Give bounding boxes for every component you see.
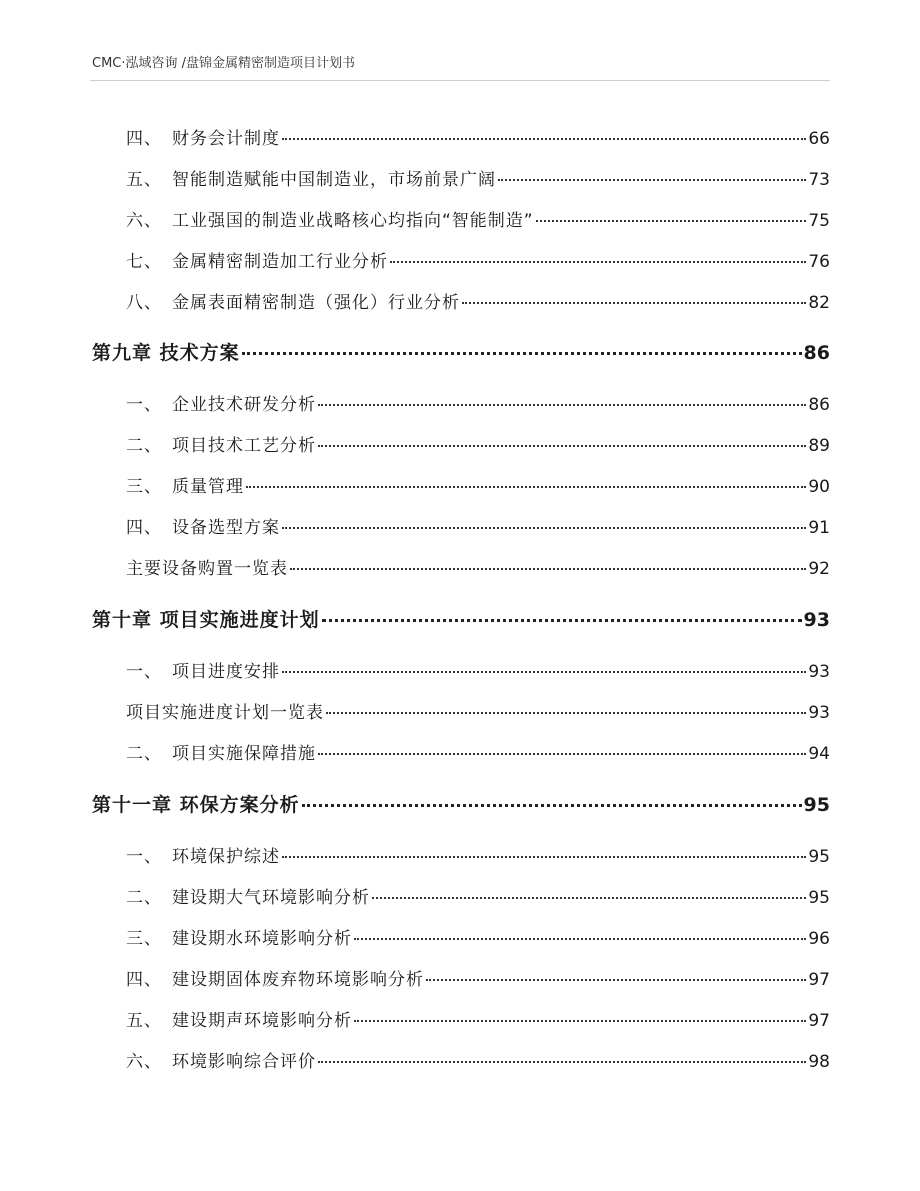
toc-entry-title: 金属表面精密制造（强化）行业分析 [172, 293, 460, 313]
toc-page-number: 92 [808, 559, 830, 579]
toc-entry-title: 建设期大气环境影响分析 [172, 888, 370, 908]
toc-entry-number: 四、 [126, 970, 162, 990]
toc-page-number: 89 [808, 436, 830, 456]
toc-dot-leader [318, 753, 806, 755]
toc-entry[interactable] [126, 390, 830, 415]
toc-entry-title: 金属精密制造加工行业分析 [172, 252, 388, 272]
toc-page-number: 93 [808, 703, 830, 723]
toc-entry[interactable] [126, 698, 830, 723]
toc-entry-title: 环境影响综合评价 [172, 1052, 316, 1072]
toc-entry[interactable] [126, 124, 830, 149]
toc-dot-leader [326, 712, 806, 714]
toc-entry-number: 一、 [126, 395, 162, 415]
toc-entry-title: 建设期固体废弃物环境影响分析 [172, 970, 424, 990]
toc-entry-title: 项目实施保障措施 [172, 744, 316, 764]
toc-entry[interactable] [126, 1047, 830, 1072]
toc-entry-title: 建设期声环境影响分析 [172, 1011, 352, 1031]
toc-entry[interactable] [126, 883, 830, 908]
toc-entry-title: 第九章 技术方案 [92, 342, 240, 364]
toc-entry-number: 六、 [126, 211, 162, 231]
toc-page-number: 98 [808, 1052, 830, 1072]
toc-entry-title: 第十一章 环保方案分析 [92, 794, 300, 816]
toc-entry-title: 财务会计制度 [172, 129, 280, 149]
toc-entry-number: 一、 [126, 662, 162, 682]
toc-entry-title: 设备选型方案 [172, 518, 280, 538]
toc-page-number: 75 [808, 211, 830, 231]
toc-entry[interactable] [126, 657, 830, 682]
toc-page-number: 95 [803, 794, 830, 816]
toc-entry-number: 四、 [126, 129, 162, 149]
toc-entry-number: 五、 [126, 1011, 162, 1031]
toc-entry-title: 智能制造赋能中国制造业，市场前景广阔 [172, 170, 496, 190]
toc-page-number: 93 [808, 662, 830, 682]
toc-entry-title: 环境保护综述 [172, 847, 280, 867]
toc-entry-title: 工业强国的制造业战略核心均指向“智能制造” [172, 211, 534, 231]
toc-entry[interactable] [126, 739, 830, 764]
toc-page-number: 82 [808, 293, 830, 313]
toc-entry-title: 建设期水环境影响分析 [172, 929, 352, 949]
toc-dot-leader [318, 1061, 806, 1063]
toc-entry-title: 企业技术研发分析 [172, 395, 316, 415]
toc-entry-number: 七、 [126, 252, 162, 272]
toc-entry-number: 三、 [126, 477, 162, 497]
toc-page-number: 86 [808, 395, 830, 415]
toc-dot-leader [282, 671, 806, 673]
toc-entry[interactable] [126, 206, 830, 231]
toc-page-number: 97 [808, 1011, 830, 1031]
toc-dot-leader [390, 261, 806, 263]
toc-entry-title: 主要设备购置一览表 [126, 559, 288, 579]
toc-chapter-entry[interactable] [92, 790, 830, 817]
toc-dot-leader [302, 804, 802, 807]
toc-entry-number: 一、 [126, 847, 162, 867]
toc-dot-leader [318, 404, 806, 406]
toc-entry[interactable] [126, 165, 830, 190]
toc-page-number: 91 [808, 518, 830, 538]
toc-entry[interactable] [126, 924, 830, 949]
toc-entry[interactable] [126, 472, 830, 497]
toc-dot-leader [426, 979, 806, 981]
toc-dot-leader [372, 897, 806, 899]
toc-entry-title: 项目实施进度计划一览表 [126, 703, 324, 723]
toc-entry-title: 第十章 项目实施进度计划 [92, 609, 320, 631]
toc-entry[interactable] [126, 513, 830, 538]
toc-page-number: 95 [808, 847, 830, 867]
toc-dot-leader [354, 1020, 806, 1022]
toc-page-number: 66 [808, 129, 830, 149]
toc-page-number: 95 [808, 888, 830, 908]
toc-entry-title: 项目技术工艺分析 [172, 436, 316, 456]
toc-entry-number: 五、 [126, 170, 162, 190]
toc-dot-leader [322, 619, 802, 622]
toc-entry[interactable] [126, 842, 830, 867]
toc-entry[interactable] [126, 247, 830, 272]
toc-dot-leader [282, 856, 806, 858]
toc-page-number: 93 [803, 609, 830, 631]
toc-page-number: 76 [808, 252, 830, 272]
toc-chapter-entry[interactable] [92, 605, 830, 632]
toc-page-number: 96 [808, 929, 830, 949]
toc-entry-number: 四、 [126, 518, 162, 538]
toc-entry-number: 二、 [126, 888, 162, 908]
toc-dot-leader [462, 302, 806, 304]
toc-page-number: 94 [808, 744, 830, 764]
toc-entry[interactable] [126, 431, 830, 456]
toc-entry-title: 质量管理 [172, 477, 244, 497]
toc-entry[interactable] [126, 1006, 830, 1031]
toc-dot-leader [246, 486, 806, 488]
toc-page-number: 86 [803, 342, 830, 364]
toc-dot-leader [354, 938, 806, 940]
toc-entry[interactable] [126, 965, 830, 990]
toc-entry[interactable] [126, 288, 830, 313]
toc-page-number: 90 [808, 477, 830, 497]
toc-dot-leader [290, 568, 806, 570]
toc-chapter-entry[interactable] [92, 338, 830, 365]
toc-dot-leader [318, 445, 806, 447]
toc-page-number: 97 [808, 970, 830, 990]
toc-entry-number: 八、 [126, 293, 162, 313]
header-rule [90, 80, 830, 81]
toc-dot-leader [498, 179, 806, 181]
toc-entry-number: 二、 [126, 744, 162, 764]
toc-dot-leader [282, 527, 806, 529]
toc-page-number: 73 [808, 170, 830, 190]
toc-entry-number: 二、 [126, 436, 162, 456]
toc-entry[interactable] [126, 554, 830, 579]
toc-dot-leader [242, 352, 802, 355]
toc-entry-number: 三、 [126, 929, 162, 949]
page-header: CMC·泓域咨询 /盘锦金属精密制造项目计划书 [92, 56, 356, 71]
toc-entry-title: 项目进度安排 [172, 662, 280, 682]
toc-dot-leader [536, 220, 807, 222]
toc-entry-number: 六、 [126, 1052, 162, 1072]
toc-dot-leader [282, 138, 806, 140]
